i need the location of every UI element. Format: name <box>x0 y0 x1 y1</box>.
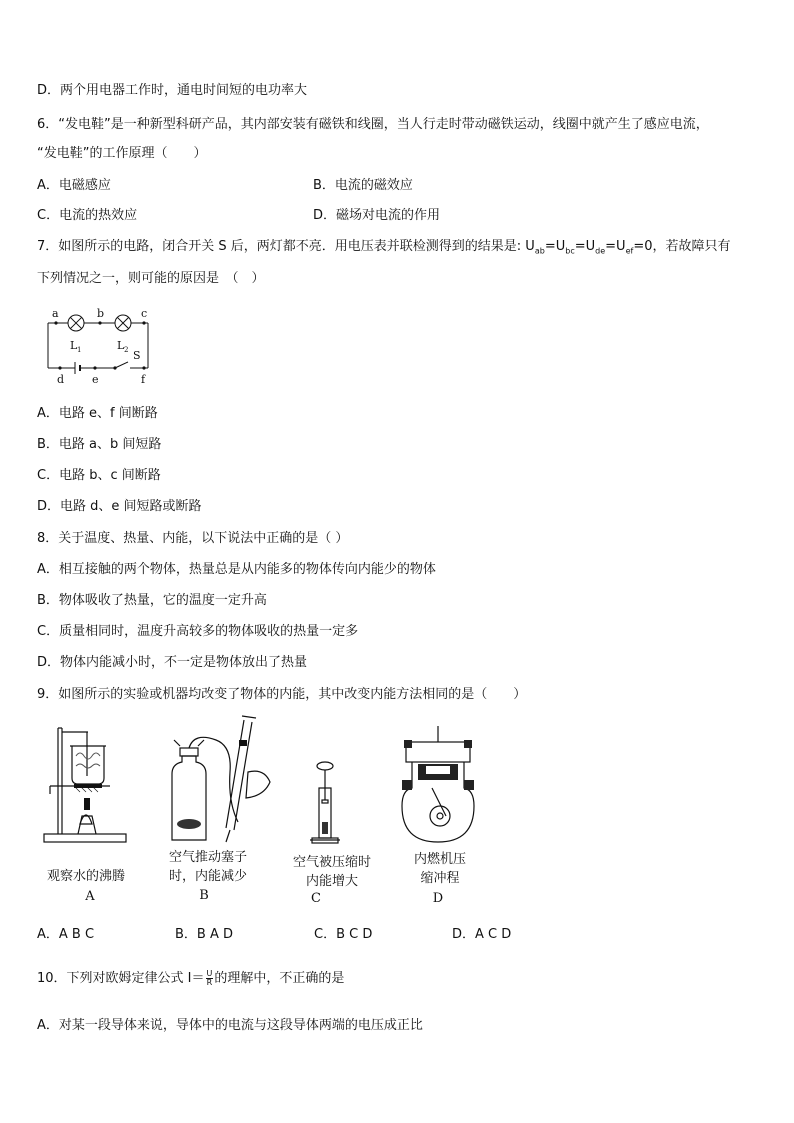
q10-option-a: A．对某一段导体来说，导体中的电流与这段导体两端的电压成正比 <box>37 1018 423 1033</box>
figure-c-caption-line2: 内能增大 <box>305 874 358 889</box>
figure-b-letter: B <box>199 888 209 903</box>
svg-text:b: b <box>97 307 105 320</box>
figure-a-letter: A <box>85 889 95 904</box>
q8-option-b: B．物体吸收了热量，它的温度一定升高 <box>37 593 267 608</box>
figure-d-caption-line1: 内燃机压 <box>413 852 466 867</box>
q9-option-c: C．B C D <box>314 927 373 942</box>
svg-text:S: S <box>133 349 141 362</box>
q7-stem-line1: 7．如图所示的电路，闭合开关 S 后，两灯都不亮．用电压表并联检测得到的结果是: $U_{ab}=U_{bc}=U_{de}=U_{ef}=0$，若故障只有 <box>37 239 731 256</box>
q6-option-b: B．电流的磁效应 <box>313 178 413 193</box>
svg-text:2: 2 <box>124 346 129 354</box>
q6-option-a: A．电磁感应 <box>37 178 111 193</box>
q8-option-c: C．质量相同时，温度升高较多的物体吸收的热量一定多 <box>37 624 359 639</box>
q6-option-d: D．磁场对电流的作用 <box>313 208 441 223</box>
svg-text:1: 1 <box>77 346 82 354</box>
figure-b-caption-line2: 时，内能减少 <box>168 869 247 884</box>
svg-text:L: L <box>70 339 78 352</box>
ohm-fraction: $\frac{U}{R}$ <box>206 969 213 987</box>
q9-stem: 9．如图所示的实验或机器均改变了物体的内能，其中改变内能方法相同的是（ ） <box>37 687 527 702</box>
q7-option-a: A．电路 e、f 间断路 <box>37 406 158 421</box>
q9-option-b: B．B A D <box>175 927 234 942</box>
svg-text:f: f <box>141 373 146 386</box>
figure-c-letter: C <box>311 891 321 906</box>
q9-option-d: D．A C D <box>452 927 512 942</box>
q7-stem-line2: 下列情况之一，则可能的原因是 （ ） <box>37 271 265 286</box>
figure-c-caption-line1: 空气被压缩时 <box>292 855 371 870</box>
q5-option-d: D．两个用电器工作时，通电时间短的电功率大 <box>37 83 308 98</box>
q6-stem-line2: “发电鞋”的工作原理（ ） <box>37 146 207 161</box>
battery-icon <box>75 362 80 374</box>
q7-option-c: C．电路 b、c 间断路 <box>37 468 161 483</box>
q6-option-c: C．电流的热效应 <box>37 208 138 223</box>
q7-option-d: D．电路 d、e 间短路或断路 <box>37 499 202 514</box>
q7-option-b: B．电路 a、b 间短路 <box>37 437 162 452</box>
q9-option-a: A．A B C <box>37 927 95 942</box>
svg-text:a: a <box>52 307 59 320</box>
q8-stem: 8．关于温度、热量、内能，以下说法中正确的是（ ） <box>37 531 349 546</box>
figure-c-fire-syringe <box>308 760 343 846</box>
figure-b-bottle-pump <box>160 712 275 847</box>
figure-a-caption: 观察水的沸腾 <box>46 869 125 884</box>
q10-stem: 10．下列对欧姆定律公式 I＝ $\frac{U}{R}$ 的理解中，不正确的是 <box>37 969 345 987</box>
figure-d-caption-line2: 缩冲程 <box>420 871 460 886</box>
figure-d-letter: D <box>432 891 444 906</box>
figure-a-boiling-apparatus <box>40 716 130 846</box>
svg-text:d: d <box>57 373 65 386</box>
q8-option-a: A．相互接触的两个物体，热量总是从内能多的物体传向内能少的物体 <box>37 562 436 577</box>
svg-text:L: L <box>117 339 125 352</box>
q8-option-d: D．物体内能减小时，不一定是物体放出了热量 <box>37 655 308 670</box>
q7-circuit-diagram <box>40 305 165 387</box>
figure-b-caption-line1: 空气推动塞子 <box>168 850 247 865</box>
svg-text:e: e <box>92 373 99 386</box>
q6-stem-line1: 6．“发电鞋”是一种新型科研产品，其内部安装有磁铁和线圈，当人行走时带动磁铁运动，线圈中就产生了感应电流， <box>37 117 709 132</box>
figure-d-engine-compression <box>398 724 480 848</box>
svg-text:c: c <box>141 307 148 320</box>
